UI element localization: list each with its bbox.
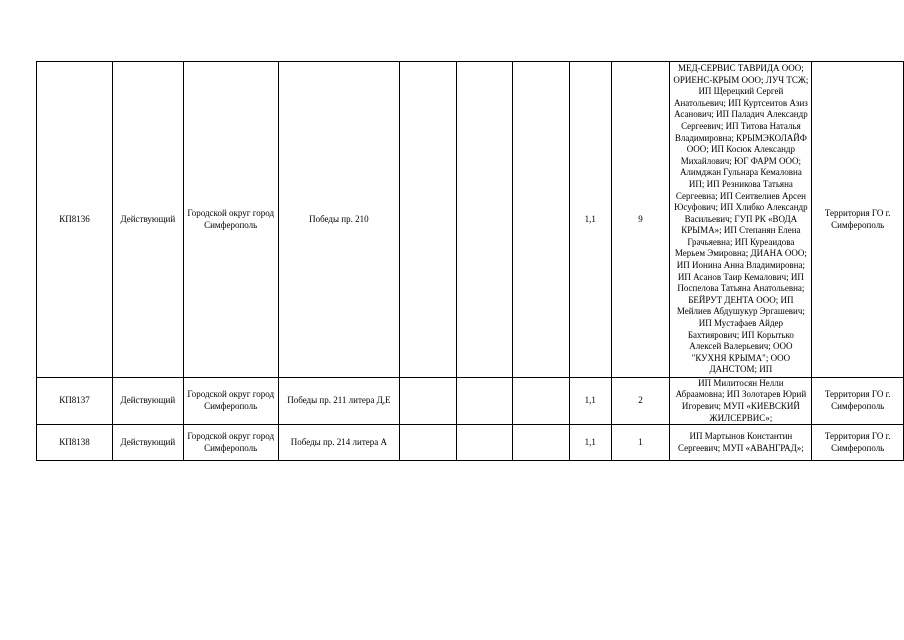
empty-cell [456, 425, 513, 461]
territory-cell: Территория ГО г. Симферополь [812, 425, 904, 461]
value-cell: 1,1 [569, 425, 611, 461]
status-cell: Действующий [113, 425, 183, 461]
count-cell: 1 [611, 425, 670, 461]
empty-cell [513, 425, 570, 461]
address-cell: Победы пр. 214 литера А [278, 425, 399, 461]
empty-cell [399, 378, 456, 425]
municipality-cell: Городской округ город Симферополь [183, 378, 278, 425]
organizations-cell [670, 378, 812, 425]
empty-cell [399, 425, 456, 461]
empty-cell [456, 378, 513, 425]
empty-cell [456, 62, 513, 378]
municipality-cell: Городской округ город Симферополь [183, 62, 278, 378]
site-code-cell: КП8136 [37, 62, 113, 378]
table-row [37, 378, 904, 425]
count-cell: 9 [611, 62, 670, 378]
status-cell: Действующий [113, 378, 183, 425]
value-cell: 1,1 [569, 378, 611, 425]
empty-cell [513, 62, 570, 378]
site-code-cell: КП8137 [37, 378, 113, 425]
table-row [37, 425, 904, 461]
organizations-text: ИП Милитосян Нелли Абраамовна; ИП Золотарев Юрий Игоревич; МУП «КИЕВСКИЙ ЖИЛСЕРВИС»; [675, 378, 807, 423]
table-row [37, 62, 904, 378]
status-cell: Действующий [113, 62, 183, 378]
count-cell: 2 [611, 378, 670, 425]
address-cell: Победы пр. 211 литера Д,Е [278, 378, 399, 425]
value-cell: 1,1 [569, 62, 611, 378]
empty-cell [513, 378, 570, 425]
empty-cell [399, 62, 456, 378]
organizations-cell: ИП Мартынов Константин Сергеевич; МУП «АВАНГРАД»; [670, 425, 812, 461]
organizations-text: МЕД-СЕРВИС ТАВРИДА ООО; ОРИЕНС-КРЫМ ООО; ЛУЧ ТСЖ; ИП Щерецкий Сергей Анатольевич; ИП Куртсеитов Азиз Асанович; ИП Паладич Александр Сергеевич; ИП Титова Наталья Владимировна; КРЫМЭКОЛАЙФ ООО; ИП Косюк Александр Михайлович; ЮГ ФАРМ ООО; Алимджан Гульнара Кемаловна ИП; ИП Резникова Татьяна Сергеевна; ИП Сеитвелиев Арсен Юсуфович; ИП Хлибко Александр Васильевич; ГУП РК «ВОДА КРЫМА»; ИП Степанян Елена Грачьяевна; ИП Куреаидова Мерьем Эмировна; ДИАНА ООО; ИП Ионина Анна Владимировна; ИП Асанов Таир Кемалович; ИП Поспелова Татьяна Анатольевна; БЕЙРУТ ДЕНТА ООО; ИП Мейлиев Абдушукур Эргашевич; ИП Мустафаев Айдер Бахтиярович; ИП Корытько Алексей Валерьевич; ООО "КУХНЯ КРЫМА"; ООО ДАНСТОМ; ИП [673, 62, 809, 375]
site-code-cell: КП8138 [37, 425, 113, 461]
address-cell: Победы пр. 210 [278, 62, 399, 378]
registry-table [36, 61, 904, 461]
territory-cell: Территория ГО г. Симферополь [812, 378, 904, 425]
territory-cell: Территория ГО г. Симферополь [812, 62, 904, 378]
municipality-cell: Городской округ город Симферополь [183, 425, 278, 461]
organizations-cell [670, 62, 812, 378]
